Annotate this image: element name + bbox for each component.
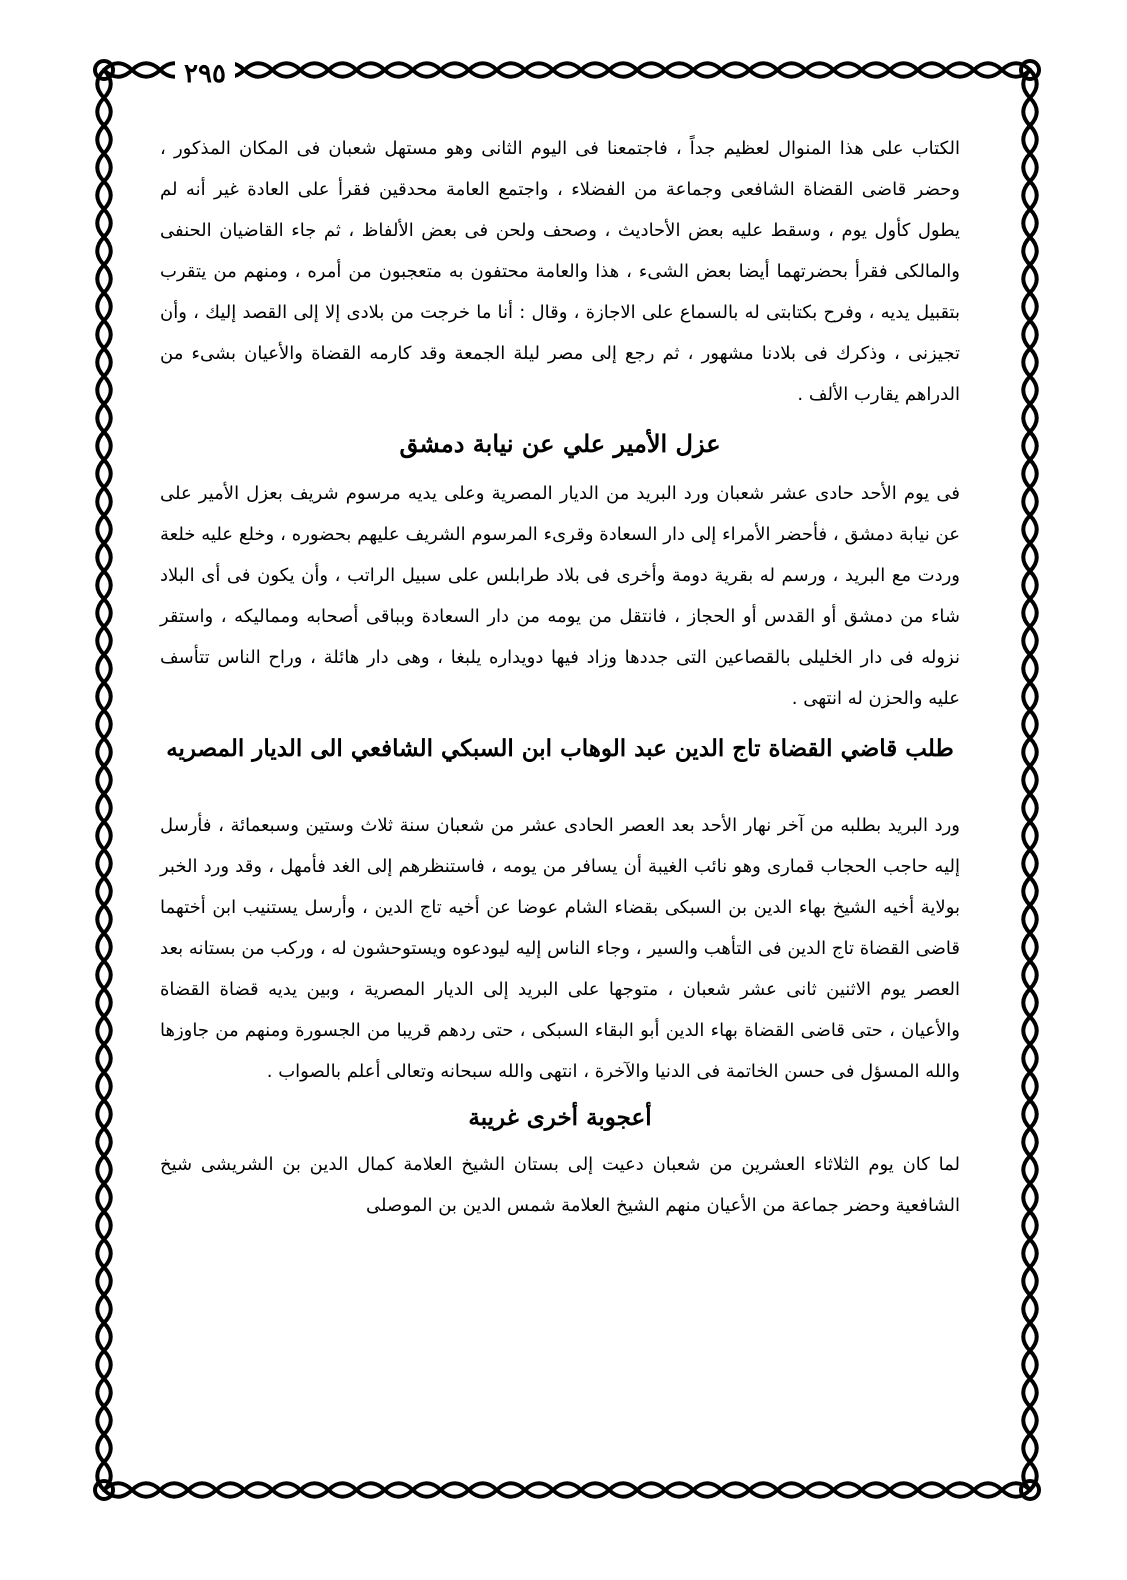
paragraph-another-wonder: لما كان يوم الثلاثاء العشرين من شعبان دعيت إلى بستان الشيخ العلامة كمال الدين بن الشريشى شيخ الشافعية وحضر جماعة من الأعيان منهم الشيخ العلامة شمس الدين بن الموصلى <box>160 1154 960 1216</box>
paragraph-continuation: الكتاب على هذا المنوال لعظيم جداً ، فاجتمعنا فى اليوم الثانى وهو مستهل شعبان فى المكان المذكور ، وحضر قاضى القضاة الشافعى وجماعة من الفضلاء ، واجتمع العامة محدقين فقرأ على العادة غير أنه لم يطول كأول يوم ، وسقط عليه بعض الأحاديث ، وصحف ولحن فى بعض الألفاظ ، ثم جاء القاضيان الحنفى والمالكى فقرأ بحضرتهما أيضا بعض الشىء ، هذا والعامة محتفون به متعجبون من أمره ، ومنهم من يتقرب بتقبيل يديه ، وفرح بكتابتى له بالسماع على الاجازة ، وقال : أنا ما خرجت من بلادى إلا إلى القصد إليك ، وأن تجيزنى ، وذكرك فى بلادنا مشهور ، ثم رجع إلى مصر ليلة الجمعة وقد كارمه القضاة والأعيان بشىء من الدراهم يقارب الألف . <box>160 138 960 405</box>
section-heading-dismissal: عزل الأمير علي عن نيابة دمشق <box>399 429 721 458</box>
section-heading-another-wonder: أعجوبة أخرى غريبة <box>468 1104 652 1131</box>
paragraph-summons: ورد البريد بطلبه من آخر نهار الأحد بعد العصر الحادى عشر من شعبان سنة ثلاث وستين وسبعمائة ، فأرسل إليه حاجب الحجاب قمارى وهو نائب الغيبة أن يسافر من يومه ، فاستنظرهم إلى الغد فأمهل ، وقد ورد الخبر بولاية أخيه الشيخ بهاء الدين بن السبكى بقضاء الشام عوضا عن أخيه تاج الدين ، وأرسل يستنيب ابن أختهما قاضى القضاة تاج الدين فى التأهب والسير ، وجاء الناس إليه ليودعوه ويستوحشون له ، وركب من بستانه بعد العصر يوم الاثنين ثانى عشر شعبان ، متوجها على البريد إلى الديار المصرية ، وبين يديه قضاة القضاة والأعيان ، حتى قاضى القضاة بهاء الدين أبو البقاء السبكى ، حتى ردهم قريبا من الجسورة ومنهم من جاوزها والله المسؤل فى حسن الخاتمة فى الدنيا والآخرة ، انتهى والله سبحانه وتعالى أعلم بالصواب . <box>160 815 960 1082</box>
paragraph-dismissal: فى يوم الأحد حادى عشر شعبان ورد البريد من الديار المصرية وعلى يديه مرسوم شريف بعزل الأمير على عن نيابة دمشق ، فأحضر الأمراء إلى دار السعادة وقرىء المرسوم الشريف عليهم بحضوره ، وخلع عليه خلعة وردت مع البريد ، ورسم له بقرية دومة وأخرى فى بلاد طرابلس على سبيل الراتب ، وأن يكون فى أى البلاد شاء من دمشق أو القدس أو الحجاز ، فانتقل من يومه من دار السعادة وبباقى أصحابه ومماليكه ، واستقر نزوله فى دار الخليلى بالقصاعين التى جددها وزاد فيها دويداره يلبغا ، وهى دار هائلة ، وراح الناس تتأسف عليه والحزن له انتهى . <box>160 483 960 709</box>
section-heading-summons: طلب قاضي القضاة تاج الدين عبد الوهاب ابن السبكي الشافعي الى الديار المصريه <box>166 735 954 762</box>
page-number: ٢٩٥ <box>175 56 235 92</box>
page-body <box>160 128 960 1458</box>
